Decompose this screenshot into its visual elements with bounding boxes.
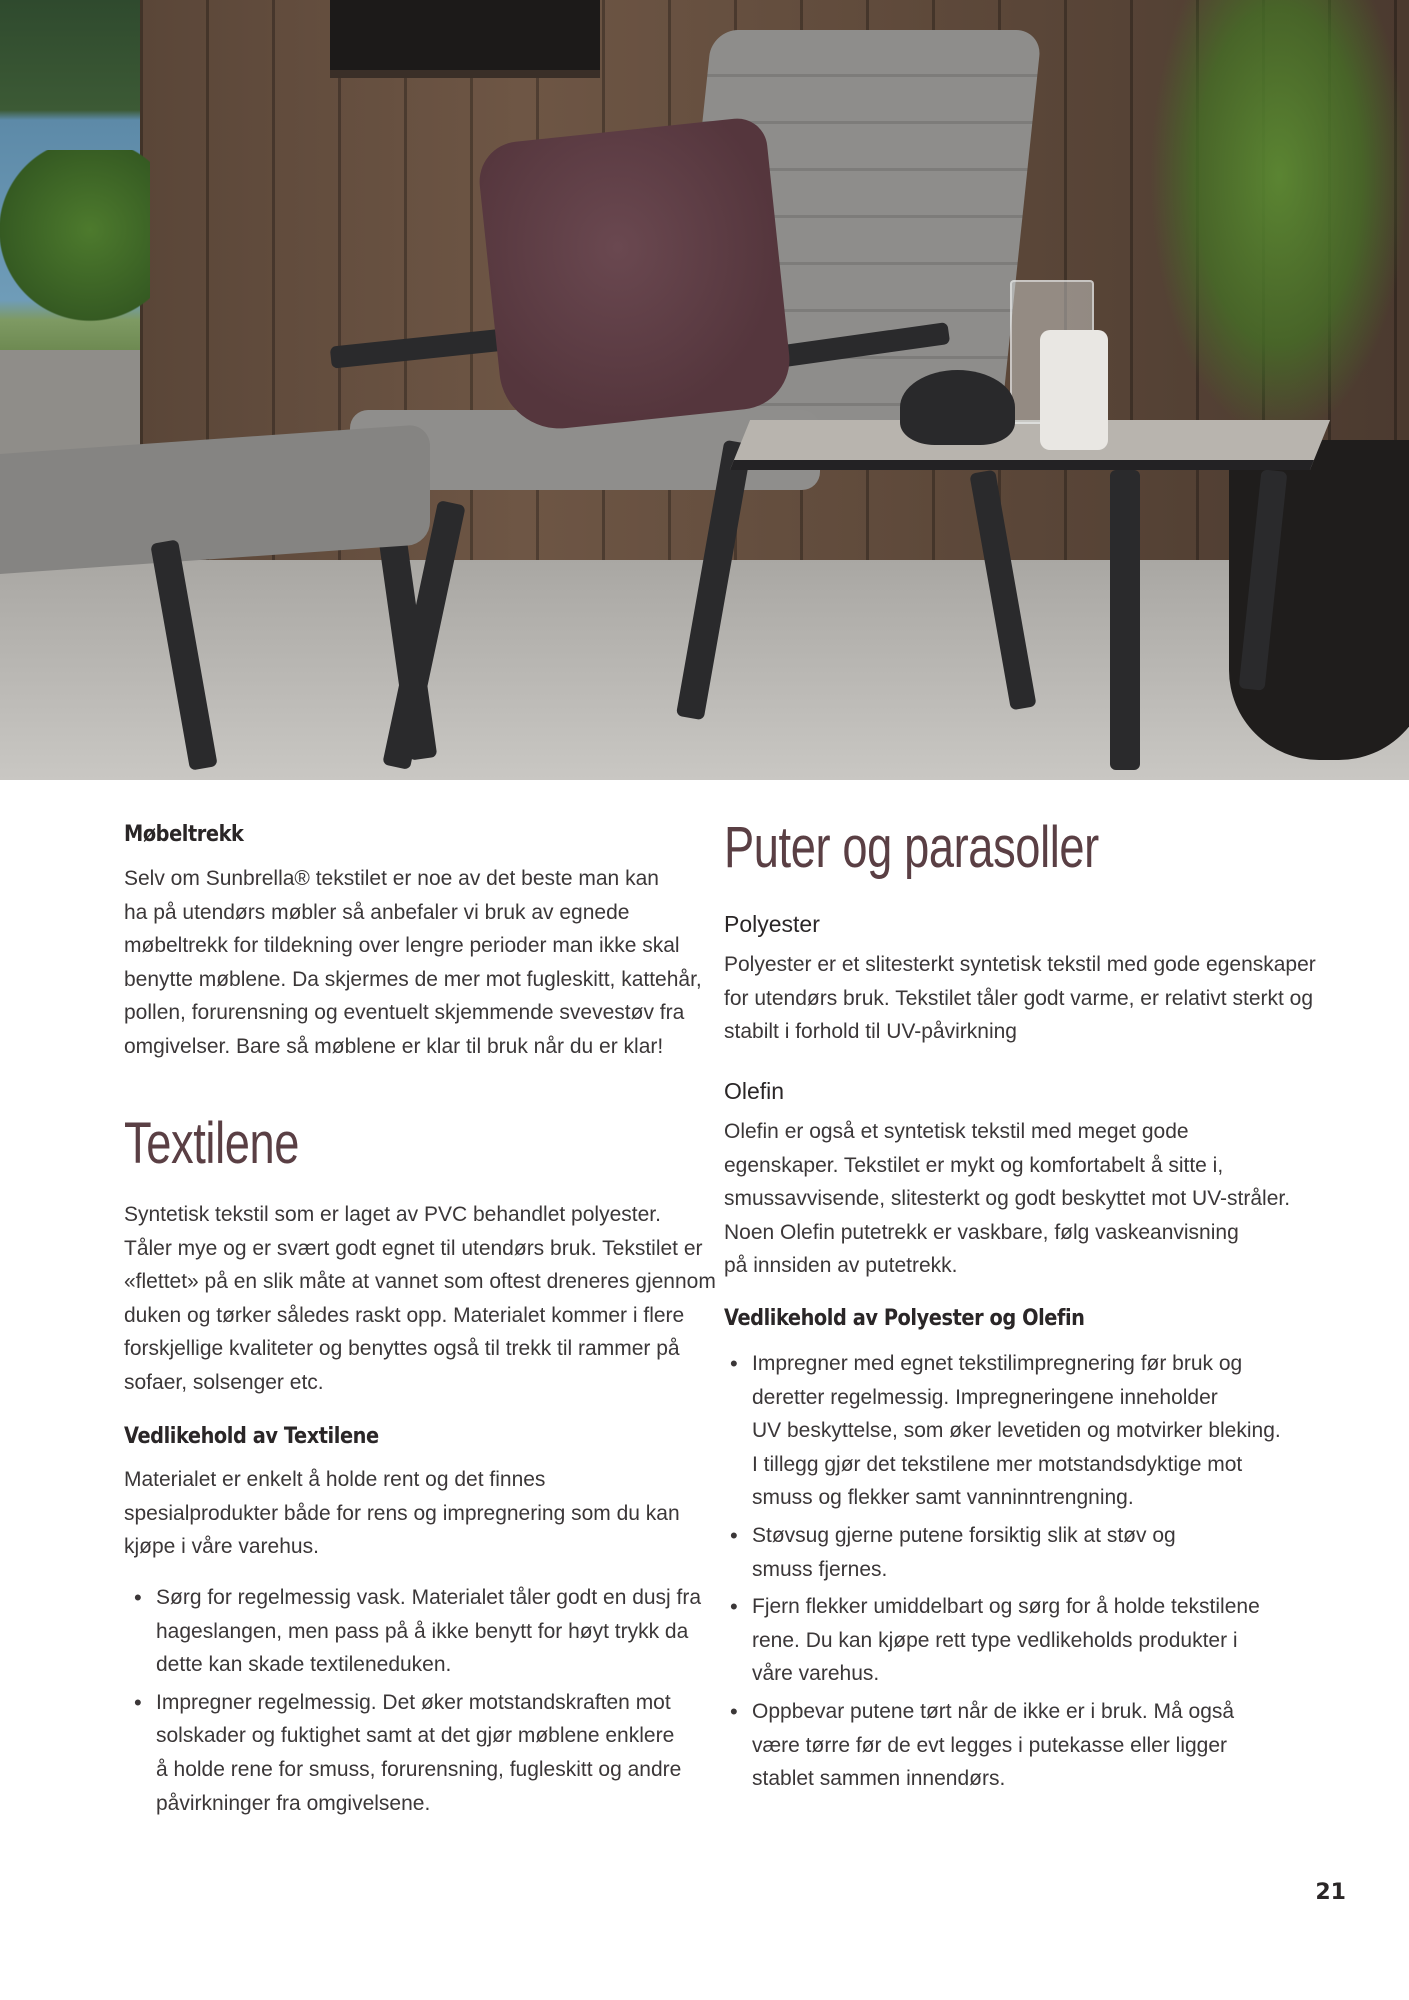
text-line: Noen Olefin putetrekk er vaskbare, følg vaskeanvisning: [724, 1220, 1239, 1244]
list-item: [724, 1347, 1281, 1515]
text-line: benytte møblene. Da skjermes de mer mot fugleskitt, kattehår,: [124, 967, 702, 991]
text-line: Polyester er et slitesterkt syntetisk tekstil med gode egenskaper: [724, 953, 1316, 976]
list-item: [724, 1519, 1281, 1586]
puter-og-parasoller-heading: Puter og parasoller: [724, 815, 1099, 880]
text-line: Tåler mye og er svært godt egnet til utendørs bruk. Tekstilet er: [124, 1236, 703, 1260]
text-line: Materialet er enkelt å holde rent og det finnes: [124, 1468, 546, 1491]
vedlikehold-textilene-paragraph: [124, 1463, 680, 1564]
text-line: ha på utendørs møbler så anbefaler vi bruk av egnede: [124, 900, 630, 924]
mobeltrekk-heading: Møbeltrekk: [124, 822, 244, 847]
text-line: I tillegg gjør det tekstilene mer motstandsdyktige mot: [752, 1452, 1243, 1476]
list-item: [724, 1590, 1281, 1691]
text-line: på innsiden av putetrekk.: [724, 1254, 958, 1278]
list-item: [724, 1695, 1281, 1796]
side-table-top: [730, 420, 1330, 470]
text-line: våre varehus.: [752, 1662, 880, 1686]
text-line: deretter regelmessig. Impregneringene inneholder: [752, 1385, 1218, 1409]
text-line: pollen, forurensning og eventuelt skjemmende svevestøv fra: [124, 1001, 685, 1025]
list-item: [128, 1686, 701, 1820]
text-line: Olefin er også et syntetisk tekstil med meget gode: [724, 1120, 1189, 1143]
text-line: Syntetisk tekstil som er laget av PVC behandlet polyester.: [124, 1203, 661, 1226]
text-line: • Støvsug gjerne putene forsiktig slik at støv og: [752, 1523, 1176, 1547]
text-line: stablet sammen innendørs.: [752, 1767, 1006, 1791]
vedlikehold-textilene-heading: Vedlikehold av Textilene: [124, 1424, 379, 1449]
text-line: UV beskyttelse, som øker levetiden og motvirker bleking.: [752, 1419, 1281, 1443]
text-line: duken og tørker således raskt opp. Materialet kommer i flere: [124, 1303, 685, 1327]
hero-photo: [0, 0, 1409, 780]
text-line: egenskaper. Tekstilet er mykt og komfortabelt å sitte i,: [724, 1153, 1224, 1177]
text-line: «flettet» på en slik måte at vannet som oftest dreneres gjennom: [124, 1270, 716, 1294]
plum-pillow: [476, 116, 795, 435]
text-line: påvirkninger fra omgivelsene.: [156, 1791, 431, 1815]
bamboo-plant: [1149, 0, 1409, 440]
text-line: stabilt i forhold til UV-påvirkning: [724, 1020, 1017, 1044]
text-line: omgivelser. Bare så møblene er klar til bruk når du er klar!: [124, 1034, 664, 1058]
garden-bush: [0, 150, 150, 350]
text-line: • Impregner med egnet tekstilimpregnering før bruk og: [752, 1352, 1243, 1375]
text-line: å holde rene for smuss, forurensning, fugleskitt og andre: [156, 1757, 682, 1781]
vedlikehold-polyester-olefin-heading: Vedlikehold av Polyester og Olefin: [724, 1306, 1085, 1331]
wall-window: [330, 0, 600, 78]
white-candle: [1040, 330, 1108, 450]
text-line: • Oppbevar putene tørt når de ikke er i bruk. Må også: [752, 1699, 1235, 1723]
textilene-care-list: [128, 1581, 701, 1824]
polyester-olefin-care-list: [724, 1347, 1281, 1800]
textilene-paragraph: [124, 1198, 716, 1400]
textilene-heading: Textilene: [124, 1111, 300, 1176]
olefin-heading: Olefin: [724, 1078, 785, 1104]
text-line: • Sørg for regelmessig vask. Materialet tåler godt en dusj fra: [156, 1586, 702, 1609]
text-line: hageslangen, men pass på å ikke benytt for høyt trykk da: [156, 1619, 689, 1643]
text-line: • Impregner regelmessig. Det øker motstandskraften mot: [156, 1690, 671, 1714]
text-line: møbeltrekk for tildekning over lengre perioder man ikke skal: [124, 934, 680, 958]
list-item: [128, 1581, 701, 1682]
text-line: Selv om Sunbrella® tekstilet er noe av det beste man kan: [124, 867, 659, 890]
side-table-leg-left: [1110, 470, 1140, 770]
text-line: sofaer, solsenger etc.: [124, 1370, 324, 1394]
text-line: for utendørs bruk. Tekstilet tåler godt varme, er relativt sterkt og: [724, 986, 1314, 1010]
text-line: være tørre før de evt legges i putekasse eller ligger: [752, 1733, 1228, 1757]
polyester-heading: Polyester: [724, 911, 820, 937]
text-line: rene. Du kan kjøpe rett type vedlikeholds produkter i: [752, 1628, 1238, 1652]
page-number: 21: [1315, 1880, 1346, 1905]
text-line: kjøpe i våre varehus.: [124, 1535, 319, 1559]
text-line: • Fjern flekker umiddelbart og sørg for å holde tekstilene: [752, 1595, 1260, 1619]
olefin-paragraph: [724, 1115, 1290, 1283]
text-line: solskader og fuktighet samt at det gjør møblene enklere: [156, 1724, 675, 1748]
text-line: spesialprodukter både for rens og impregnering som du kan: [124, 1501, 680, 1525]
text-line: forskjellige kvaliteter og benyttes også til trekk til rammer på: [124, 1337, 680, 1361]
text-line: smuss og flekker samt vanninntrengning.: [752, 1486, 1134, 1510]
text-line: smussavvisende, slitesterkt og godt beskyttet mot UV-stråler.: [724, 1187, 1291, 1211]
mobeltrekk-paragraph: [124, 862, 702, 1064]
polyester-paragraph: [724, 948, 1316, 1049]
black-vase: [900, 370, 1015, 445]
text-line: dette kan skade textileneduken.: [156, 1653, 452, 1677]
text-line: smuss fjernes.: [752, 1557, 888, 1581]
